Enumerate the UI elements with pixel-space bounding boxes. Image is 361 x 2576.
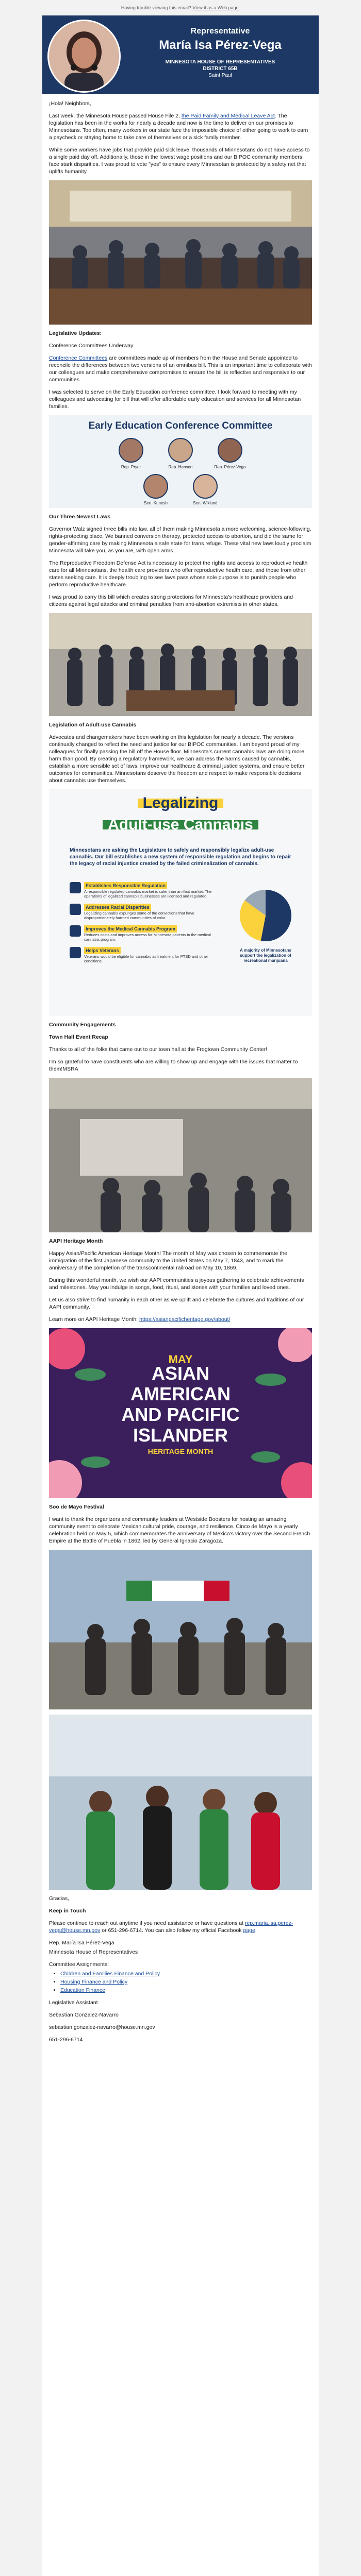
town-hall-paragraph-2: I'm so grateful to have constituents who are willing to show up and engage with the issues that matter to them!MSRA bbox=[49, 1059, 298, 1072]
cannabis-item-head: Improves the Medical Cannabis Program bbox=[84, 925, 177, 933]
greeting: ¡Hola! Neighbors, bbox=[49, 100, 91, 107]
cannabis-item-head: Establishes Responsible Regulation bbox=[84, 882, 167, 889]
assignment-link[interactable]: Housing Finance and Policy bbox=[60, 1979, 128, 1985]
aapi-heritage-link[interactable]: https://asianpacificheritage.gov/about/ bbox=[139, 1316, 231, 1323]
la-phone: 651-296-6714 bbox=[49, 2037, 83, 2043]
signature-house: Minnesota House of Representatives bbox=[49, 1949, 138, 1955]
la-title: Legislative Assistant bbox=[49, 1999, 98, 2006]
festival-photo-1 bbox=[49, 1550, 312, 1709]
town-hall-photo bbox=[49, 1078, 312, 1232]
committee-member bbox=[162, 438, 199, 471]
member-name: Sen. Wiklund bbox=[193, 501, 218, 505]
cannabis-items bbox=[70, 882, 224, 969]
committee-members-row-1 bbox=[49, 438, 312, 471]
aapi-paragraph-3: Let us also strive to find humanity in each other as we uplift and celebrate the cultures and traditions of our AAPI community. bbox=[49, 1297, 304, 1310]
newest-laws-title: Our Three Newest Laws bbox=[49, 514, 111, 520]
header-district: DISTRICT 65B bbox=[203, 66, 238, 72]
committee-member bbox=[187, 474, 223, 507]
view-as-web-link[interactable]: View it as a Web page. bbox=[192, 5, 240, 10]
house-floor-photo bbox=[49, 180, 312, 325]
cannabis-title: Legislation of Adult-use Cannabis bbox=[49, 722, 137, 728]
la-email: sebastian.gonzalez-navarro@house.mn.gov bbox=[49, 2024, 155, 2030]
member-name: Rep. Hanson bbox=[168, 465, 193, 469]
newest-laws-paragraph-2: The Reproductive Freedom Defense Act is necessary to protect the rights and access to reproductive health care for all Minnesotans, the health care providers who offer reproductive health care, and those from other states seeking care. It is deeply troubling to see laws pass whose sole purpose is to punish people who perform reproductive healthcare. bbox=[49, 560, 308, 588]
pie-label: A majority of Minnesotans support the legalization of recreational marijuana bbox=[240, 948, 291, 963]
legislative-paragraph-1: Conference Committees are committees made up of members from the House and Senate appointed to reconcile the differences between two versions of an omnibus bill. This is an important time to collaborate with our colleagues and make comprehensive compromises to ensure the bill is reflective and responsive to our communities. bbox=[49, 355, 312, 383]
paid-leave-link[interactable]: the Paid Family and Medical Leave Act bbox=[181, 113, 275, 119]
newsletter-content bbox=[42, 100, 319, 2043]
medical-icon bbox=[70, 925, 81, 937]
cannabis-item bbox=[70, 882, 224, 899]
list-item bbox=[60, 1978, 312, 1986]
aapi-graphic-line-3: AMERICAN bbox=[130, 1383, 231, 1404]
town-hall-paragraph-1: Thanks to all of the folks that came out to our town hall at the Frogtown Community Center! bbox=[49, 1046, 268, 1053]
cinco-title: Soo de Mayo Festival bbox=[49, 1504, 104, 1510]
cannabis-item-body: Reduces costs and improves access for Minnesota patients in the medical cannabis program. bbox=[84, 933, 211, 942]
list-item bbox=[60, 1987, 312, 1994]
engagements-title: Community Engagements bbox=[49, 1022, 116, 1028]
member-name: Rep. Pryor bbox=[121, 465, 141, 469]
aapi-paragraph-2: During this wonderful month, we wish our AAPI communities a joyous gathering to celebrate achievements and milestones. May you indulge in songs, food, ritual, and stories with your families and loved ones. bbox=[49, 1277, 304, 1291]
regulation-icon bbox=[70, 882, 81, 893]
cannabis-item-body: Veterans would be eligible for cannabis as treatment for PTSD and other conditions. bbox=[84, 954, 208, 963]
aapi-graphic-line-2: ASIAN bbox=[151, 1363, 209, 1384]
member-photo bbox=[193, 474, 218, 499]
assignments-title: Committee Assignments: bbox=[49, 1961, 109, 1968]
header-city: Saint Paul bbox=[208, 73, 232, 78]
cannabis-item-body: A responsible regulated cannabis market is safer than an illicit market. The operations of legalized cannabis businesses are licensed and regulated. bbox=[84, 889, 212, 899]
cannabis-item bbox=[70, 947, 224, 963]
aapi-paragraph-1: Happy Asian/Pacific American Heritage Month! The month of May was chosen to commemorate the immigration of the first Japanese community to the United States on May 7, 1843, and to mark the anniversary of the completion of the transcontinental railroad on May 10, 1869. bbox=[49, 1250, 288, 1271]
legislative-paragraph-2: I was selected to serve on the Early Education conference committee. I look forward to meeting with my colleagues and advocating for bill that will offer affordable early education and services for all Minnesotan families. bbox=[49, 389, 301, 410]
assignments-list bbox=[60, 1970, 312, 1994]
cannabis-graphic bbox=[49, 789, 312, 1016]
signature-name: Rep. María Isa Pérez-Vega bbox=[49, 1940, 114, 1946]
aapi-graphic-line-5: ISLANDER bbox=[133, 1425, 228, 1446]
member-photo bbox=[143, 474, 168, 499]
member-photo bbox=[218, 438, 242, 463]
committee-member bbox=[138, 474, 174, 507]
aapi-heritage-graphic bbox=[49, 1328, 312, 1498]
early-education-title: Early Education Conference Committee bbox=[88, 420, 273, 431]
bill-signing-photo bbox=[49, 613, 312, 716]
aapi-graphic-line-4: AND PACIFIC bbox=[121, 1404, 240, 1425]
committee-members-row-2 bbox=[49, 474, 312, 507]
preheader-text: Having trouble viewing this email? bbox=[121, 5, 191, 10]
early-education-graphic bbox=[49, 415, 312, 508]
scales-icon bbox=[70, 904, 81, 915]
cannabis-item bbox=[70, 925, 224, 942]
member-name: Rep. Pérez-Vega bbox=[214, 465, 246, 469]
keep-in-touch-title: Keep in Touch bbox=[49, 1908, 86, 1914]
assignment-link[interactable]: Education Finance bbox=[60, 1987, 105, 1993]
cannabis-item-head: Addresses Racial Disparities bbox=[84, 904, 151, 911]
conference-committees-link[interactable]: Conference Committees bbox=[49, 355, 108, 361]
cannabis-graphic-title-2: Adult-use Cannabis bbox=[103, 820, 258, 829]
cannabis-item bbox=[70, 904, 224, 920]
cannabis-paragraph: Advocates and changemakers have been working on this legislation for nearly a decade. The versions continually changed to reflect the need and justice for our BIPOC communities. I am beyond proud of my colleagues for finally passing the bill off the House floor. Minnesota's current cannabis laws are doing more harm than good. By creating a regulatory framework, we can address the harms caused by cannabis, establish a more sensible set of laws, improve our healthcare & criminal justice systems, and ensure better outcomes for communities. Minnesotans deserve the freedom and respect to make responsible decisions about cannabis use themselves. bbox=[49, 734, 305, 784]
aapi-title: AAPI Heritage Month bbox=[49, 1238, 103, 1244]
list-item bbox=[60, 1970, 312, 1977]
member-photo bbox=[168, 438, 193, 463]
member-name: Sen. Kunesh bbox=[144, 501, 168, 505]
aapi-graphic-line-1: MAY bbox=[168, 1353, 193, 1366]
intro-paragraph-1: Last week, the Minnesota House passed House File 2, the Paid Family and Medical Leave Act. The legislation has been in the works for nearly a decade and now is the time to deliver on our promises to Minnesotans. Too often, many workers in our state face the impossible choice of either going to work to earn a paycheck or staying home to take care of themselves or a sick family member. bbox=[49, 113, 308, 141]
support-pie-chart bbox=[232, 887, 299, 963]
cinco-paragraph: I want to thank the organizers and community leaders at Westside Boosters for hosting an amazing community event to celebrate Mexican cultural pride, courage, and resilience. Cinco de Mayo is a yearly celebration held on May 5, which commemorates the anniversary of Mexico's victory over the Second French Empire at the Battle of Puebla in 1862, led by General Ignacio Zaragoza. bbox=[49, 1516, 310, 1544]
committee-member bbox=[113, 438, 149, 471]
newsletter-header bbox=[42, 15, 319, 94]
cannabis-graphic-lead: Minnesotans are asking the Legislature to safely and responsibly legalize adult-use cannabis. Our bill establishes a new system of responsible regulation and begins to repair the legacy of racial injustice created by the failed criminalization of cannabis. bbox=[70, 848, 291, 867]
town-hall-subtitle: Town Hall Event Recap bbox=[49, 1034, 108, 1040]
header-text bbox=[127, 27, 313, 79]
legislative-subtitle: Conference Committees Underway bbox=[49, 343, 134, 349]
newsletter bbox=[42, 15, 319, 2576]
newest-laws-paragraph-3: I was proud to carry this bill which creates strong protections for Minnesota's healthcare providers and citizens against legal attacks and criminal penalties from anti-abortion extremists in other states. bbox=[49, 594, 293, 607]
newest-laws-paragraph-1: Governor Walz signed three bills into law, all of them making Minnesota a more welcoming, science-following, rights-protecting place. We banned conversion therapy, protected access to abortion, and did the same for gender-affirming care by making Minnesota a safe state for trans refuge. These vital new laws loudly proclaim Minnesota will take you, as you are, with open arms. bbox=[49, 526, 311, 554]
assignment-link[interactable]: Children and Families Finance and Policy bbox=[60, 1971, 160, 1977]
cannabis-item-body: Legalizing cannabis expunges some of the convictions that have disproportionately harmed communities of color. bbox=[84, 911, 194, 920]
representative-photo bbox=[47, 20, 121, 93]
keep-in-touch-paragraph: Please continue to reach out anytime if you need assistance or have questions at rep.maria.isa.perez-vega@house.mn.gov or 651-296-6714. You can also follow my official Facebook page. bbox=[49, 1920, 293, 1934]
facebook-page-link[interactable]: page bbox=[243, 1927, 255, 1934]
member-photo bbox=[119, 438, 143, 463]
veterans-icon bbox=[70, 947, 81, 958]
preheader bbox=[0, 0, 361, 15]
cannabis-item-head: Helps Veterans bbox=[84, 947, 121, 954]
header-role: Representative bbox=[190, 27, 250, 36]
festival-photo-2 bbox=[49, 1715, 312, 1890]
header-house: MINNESOTA HOUSE OF REPRESENTATIVES bbox=[165, 59, 275, 65]
la-name: Sebastian Gonzalez-Navarro bbox=[49, 2012, 119, 2018]
pie-chart-svg bbox=[237, 887, 294, 944]
email-link[interactable]: rep.maria.isa.perez-vega@house.mn.gov bbox=[49, 1920, 293, 1934]
intro-paragraph-2: While some workers have jobs that provide paid sick leave, thousands of Minnesotans do not have access to a single paid day off. Additionally, those in the lowest wage positions and our BIPOC community members face stark disparities. I was proud to vote "yes" to ensure every Minnesotan is protected by a safety net that uplifts humanity. bbox=[49, 147, 310, 175]
header-name: María Isa Pérez-Vega bbox=[159, 38, 282, 52]
aapi-graphic-line-6: HERITAGE MONTH bbox=[147, 1447, 214, 1455]
aapi-paragraph-4: Learn more on AAPI Heritage Month: https://asianpacificheritage.gov/about/ bbox=[49, 1316, 231, 1323]
cinco-thanks: Gracias, bbox=[49, 1895, 70, 1902]
legislative-title: Legislative Updates: bbox=[49, 330, 102, 336]
committee-member bbox=[212, 438, 248, 471]
cannabis-graphic-title-1: Legalizing bbox=[138, 799, 224, 808]
